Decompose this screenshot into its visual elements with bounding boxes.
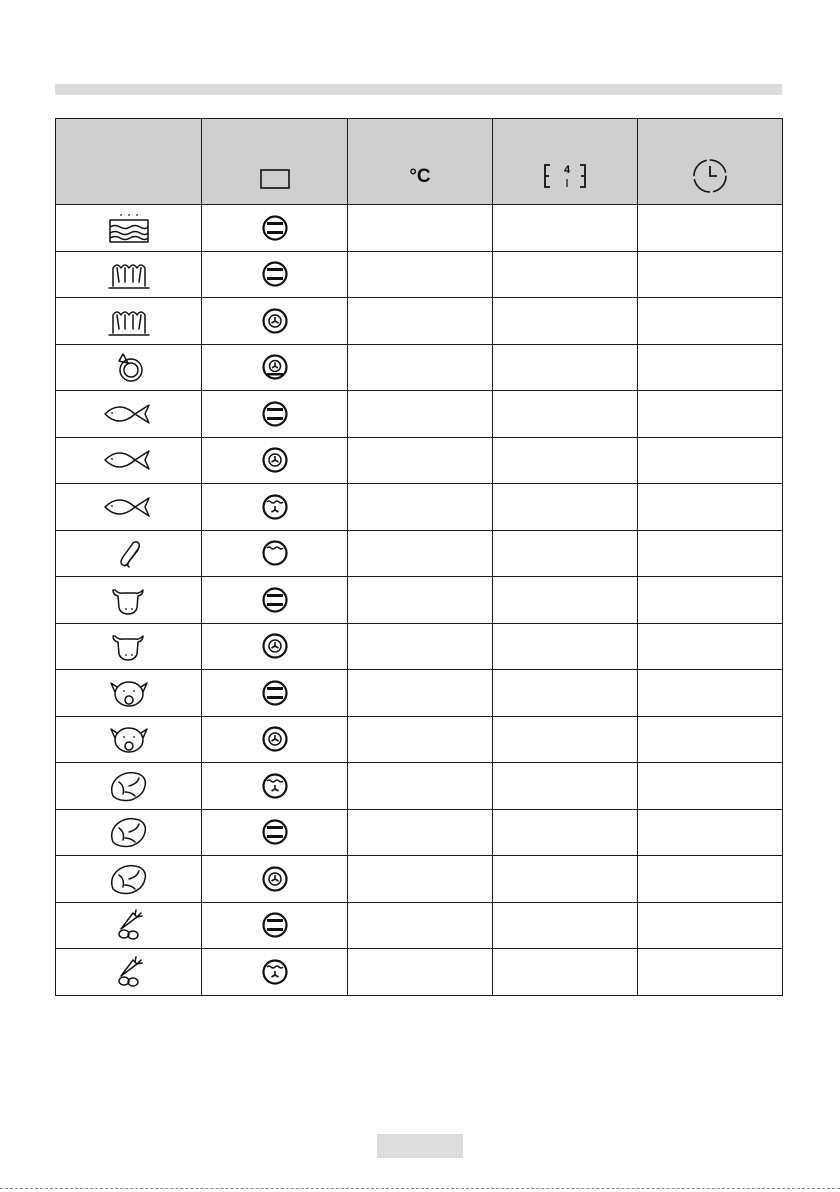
table-row <box>56 251 783 298</box>
shelf-level-icon <box>530 157 600 197</box>
temperature-cell <box>348 763 493 810</box>
shelf-level-cell <box>493 902 638 949</box>
pizza-icon <box>99 349 159 385</box>
top-bottom-heat-icon <box>261 679 289 707</box>
temperature-label: °C <box>409 165 431 187</box>
table-row <box>56 949 783 996</box>
food-cell <box>56 344 202 391</box>
food-cell <box>56 298 202 345</box>
header-timer <box>638 119 783 205</box>
table-row <box>56 716 783 763</box>
fan-grill-icon <box>261 772 289 800</box>
poultry-icon <box>99 768 159 804</box>
cooking-table <box>55 118 783 996</box>
oven-mode-cell <box>202 437 348 484</box>
oven-mode-cell <box>202 344 348 391</box>
temperature-cell <box>348 484 493 531</box>
beef-icon <box>99 628 159 664</box>
shelf-level-cell <box>493 205 638 252</box>
table-row <box>56 623 783 670</box>
poultry-icon <box>99 861 159 897</box>
shelf-level-cell <box>493 391 638 438</box>
table-row <box>56 298 783 345</box>
fish-icon <box>99 396 159 432</box>
top-bottom-heat-icon <box>261 586 289 614</box>
shelf-level-cell <box>493 484 638 531</box>
food-cell <box>56 856 202 903</box>
shelf-level-number: 4 <box>563 163 571 176</box>
food-cell <box>56 530 202 577</box>
shelf-level-cell <box>493 670 638 717</box>
shelf-level-cell <box>493 763 638 810</box>
shelf-level-cell <box>493 344 638 391</box>
temperature-cell <box>348 949 493 996</box>
header-shelf-level <box>493 119 638 205</box>
food-cell <box>56 902 202 949</box>
table-row <box>56 856 783 903</box>
temperature-cell <box>348 623 493 670</box>
food-cell <box>56 577 202 624</box>
shelf-level-cell <box>493 809 638 856</box>
oven-mode-cell <box>202 716 348 763</box>
table-row <box>56 391 783 438</box>
table-row <box>56 763 783 810</box>
food-cell <box>56 251 202 298</box>
food-cell <box>56 437 202 484</box>
food-cell <box>56 670 202 717</box>
beef-icon <box>99 582 159 618</box>
food-cell <box>56 949 202 996</box>
food-cell <box>56 763 202 810</box>
vegetables-icon <box>99 907 159 943</box>
time-cell <box>638 809 783 856</box>
vegetables-icon <box>99 954 159 990</box>
oven-mode-cell <box>202 670 348 717</box>
temperature-cell <box>348 902 493 949</box>
fan-heat-icon <box>261 725 289 753</box>
top-bottom-heat-icon <box>261 260 289 288</box>
sausages-icon <box>99 535 159 571</box>
fan-bottom-heat-icon <box>261 353 289 381</box>
food-cell <box>56 809 202 856</box>
table-row <box>56 437 783 484</box>
temperature-cell <box>348 391 493 438</box>
time-cell <box>638 391 783 438</box>
oven-mode-cell <box>202 949 348 996</box>
header-oven-mode <box>202 119 348 205</box>
temperature-cell <box>348 577 493 624</box>
top-bottom-heat-icon <box>261 911 289 939</box>
top-bottom-heat-icon <box>261 818 289 846</box>
shelf-level-cell <box>493 949 638 996</box>
fan-grill-icon <box>261 493 289 521</box>
page-number-box <box>377 1134 463 1158</box>
oven-mode-cell <box>202 298 348 345</box>
section-header-bar <box>55 84 782 95</box>
oven-mode-cell <box>202 856 348 903</box>
time-cell <box>638 902 783 949</box>
oven-mode-cell <box>202 484 348 531</box>
food-cell <box>56 716 202 763</box>
time-cell <box>638 484 783 531</box>
temperature-cell <box>348 205 493 252</box>
time-cell <box>638 670 783 717</box>
layer-cake-icon <box>99 210 159 246</box>
pork-icon <box>99 721 159 757</box>
header-food <box>56 119 202 205</box>
temperature-cell <box>348 530 493 577</box>
time-cell <box>638 344 783 391</box>
shelf-level-cell <box>493 856 638 903</box>
time-cell <box>638 298 783 345</box>
fan-heat-icon <box>261 632 289 660</box>
oven-mode-cell <box>202 577 348 624</box>
temperature-cell <box>348 437 493 484</box>
shelf-level-cell <box>493 251 638 298</box>
table-row <box>56 577 783 624</box>
temperature-cell <box>348 716 493 763</box>
grill-icon <box>261 539 289 567</box>
fan-heat-icon <box>261 307 289 335</box>
time-cell <box>638 623 783 670</box>
oven-mode-cell <box>202 902 348 949</box>
oven-mode-cell <box>202 530 348 577</box>
table-row <box>56 809 783 856</box>
time-cell <box>638 763 783 810</box>
timer-icon <box>688 154 732 198</box>
shelf-level-cell <box>493 530 638 577</box>
shelf-level-cell <box>493 577 638 624</box>
top-bottom-heat-icon <box>261 214 289 242</box>
poultry-icon <box>99 814 159 850</box>
time-cell <box>638 716 783 763</box>
food-cell <box>56 623 202 670</box>
table-row <box>56 902 783 949</box>
time-cell <box>638 856 783 903</box>
food-cell <box>56 205 202 252</box>
bundt-cake-icon <box>99 256 159 292</box>
fan-heat-icon <box>261 446 289 474</box>
table-row <box>56 344 783 391</box>
time-cell <box>638 949 783 996</box>
oven-mode-cell <box>202 763 348 810</box>
food-cell <box>56 391 202 438</box>
shelf-level-cell <box>493 298 638 345</box>
pork-icon <box>99 675 159 711</box>
temperature-cell <box>348 856 493 903</box>
fish-icon <box>99 442 159 478</box>
fish-icon <box>99 489 159 525</box>
table-row <box>56 484 783 531</box>
table-header-row <box>56 119 783 205</box>
fan-heat-icon <box>261 865 289 893</box>
shelf-level-cell <box>493 437 638 484</box>
time-cell <box>638 205 783 252</box>
time-cell <box>638 251 783 298</box>
shelf-level-cell <box>493 623 638 670</box>
food-cell <box>56 484 202 531</box>
time-cell <box>638 530 783 577</box>
temperature-cell <box>348 809 493 856</box>
bundt-cake-icon <box>99 303 159 339</box>
temperature-cell <box>348 298 493 345</box>
top-bottom-heat-icon <box>261 400 289 428</box>
oven-mode-cell <box>202 809 348 856</box>
table-row <box>56 670 783 717</box>
shelf-level-cell <box>493 716 638 763</box>
time-cell <box>638 577 783 624</box>
temperature-cell <box>348 251 493 298</box>
oven-mode-cell <box>202 251 348 298</box>
table-row <box>56 205 783 252</box>
oven-mode-cell <box>202 623 348 670</box>
page-cut-line <box>0 1188 840 1189</box>
oven-mode-cell <box>202 391 348 438</box>
temperature-cell <box>348 670 493 717</box>
header-temperature <box>348 119 493 205</box>
time-cell <box>638 437 783 484</box>
oven-mode-cell <box>202 205 348 252</box>
oven-mode-icon <box>255 157 295 197</box>
table-row <box>56 530 783 577</box>
fan-grill-icon <box>261 958 289 986</box>
temperature-cell <box>348 344 493 391</box>
